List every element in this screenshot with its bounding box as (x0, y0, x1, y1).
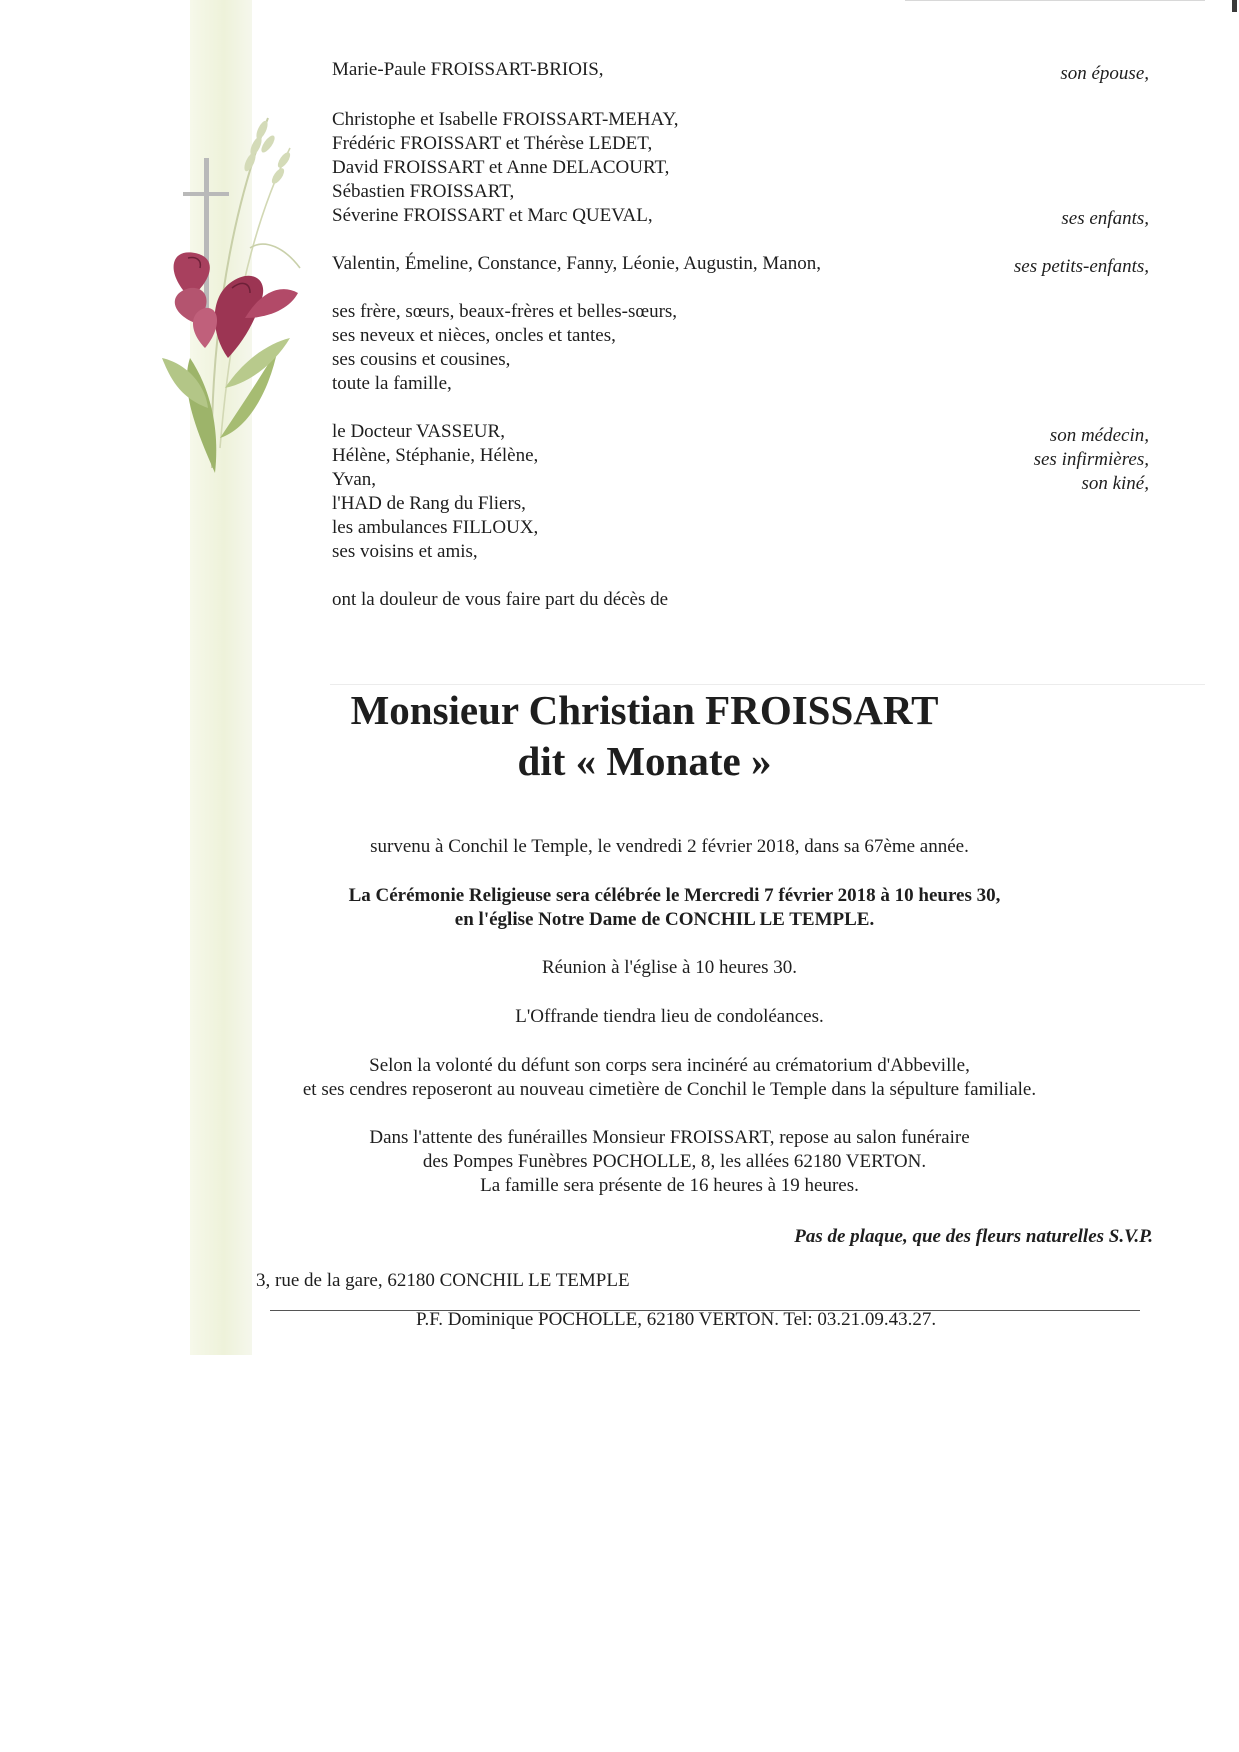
care-name: ses voisins et amis, (332, 541, 478, 562)
care-relation: son kiné, (1081, 473, 1149, 494)
child-name: Séverine FROISSART et Marc QUEVAL, (332, 205, 653, 226)
family-address: 3, rue de la gare, 62180 CONCHIL LE TEMPLE (256, 1270, 630, 1291)
care-name: Yvan, (332, 469, 377, 490)
cremation-line: Selon la volonté du défunt son corps sera incinéré au crématorium d'Abbeville, (369, 1055, 970, 1076)
ceremony-line: La Cérémonie Religieuse sera célébrée le Mercredi 7 février 2018 à 10 heures 30, (348, 885, 1001, 906)
grandchildren-relation: ses petits-enfants, (1013, 256, 1149, 277)
care-name: l'HAD de Rang du Fliers, (332, 493, 526, 514)
offering-notice: L'Offrande tiendra lieu de condoléances. (515, 1006, 824, 1027)
grandchildren-names: Valentin, Émeline, Constance, Fanny, Léonie, Augustin, Manon, (332, 253, 821, 274)
cross-and-calla-lily-icon (150, 108, 310, 478)
death-notice: survenu à Conchil le Temple, le vendredi 2 février 2018, dans sa 67ème année. (370, 836, 969, 857)
family-line: toute la famille, (332, 373, 452, 394)
children-relation: ses enfants, (1061, 208, 1149, 229)
announcement-closing: ont la douleur de vous faire part du décès de (332, 589, 669, 610)
care-name: Hélène, Stéphanie, Hélène, (332, 445, 539, 466)
repose-line: des Pompes Funèbres POCHOLLE, 8, les allées 62180 VERTON. (422, 1151, 927, 1172)
repose-line: Dans l'attente des funérailles Monsieur FROISSART, repose au salon funéraire (369, 1127, 970, 1148)
child-name: David FROISSART et Anne DELACOURT, (332, 157, 670, 178)
care-relation: son médecin, (1049, 425, 1149, 446)
ceremony-line: en l'église Notre Dame de CONCHIL LE TEMPLE. (454, 909, 875, 930)
flowers-request: Pas de plaque, que des fleurs naturelles S.V.P. (794, 1226, 1153, 1247)
repose-line: La famille sera présente de 16 heures à 19 heures. (480, 1175, 859, 1196)
family-line: ses frère, sœurs, beaux-frères et belles-sœurs, (332, 301, 678, 322)
spouse-name: Marie-Paule FROISSART-BRIOIS, (332, 59, 604, 80)
cremation-line: et ses cendres reposeront au nouveau cimetière de Conchil le Temple dans la sépulture familiale. (302, 1079, 1037, 1100)
family-line: ses neveux et nièces, oncles et tantes, (332, 325, 616, 346)
top-edge-line (905, 0, 1205, 1)
child-name: Sébastien FROISSART, (332, 181, 515, 202)
meeting-time: Réunion à l'église à 10 heures 30. (541, 957, 798, 978)
scan-corner-mark (1232, 0, 1237, 12)
deceased-nickname: dit « Monate » (517, 738, 772, 784)
care-name: les ambulances FILLOUX, (332, 517, 539, 538)
deceased-name: Monsieur Christian FROISSART (350, 687, 939, 733)
funeral-home-footer: P.F. Dominique POCHOLLE, 62180 VERTON. Tel: 03.21.09.43.27. (416, 1309, 937, 1330)
family-line: ses cousins et cousines, (332, 349, 511, 370)
spouse-relation: son épouse, (1060, 63, 1149, 84)
care-name: le Docteur VASSEUR, (332, 421, 505, 442)
child-name: Frédéric FROISSART et Thérèse LEDET, (332, 133, 653, 154)
child-name: Christophe et Isabelle FROISSART-MEHAY, (332, 109, 679, 130)
care-relation: ses infirmières, (1033, 449, 1149, 470)
